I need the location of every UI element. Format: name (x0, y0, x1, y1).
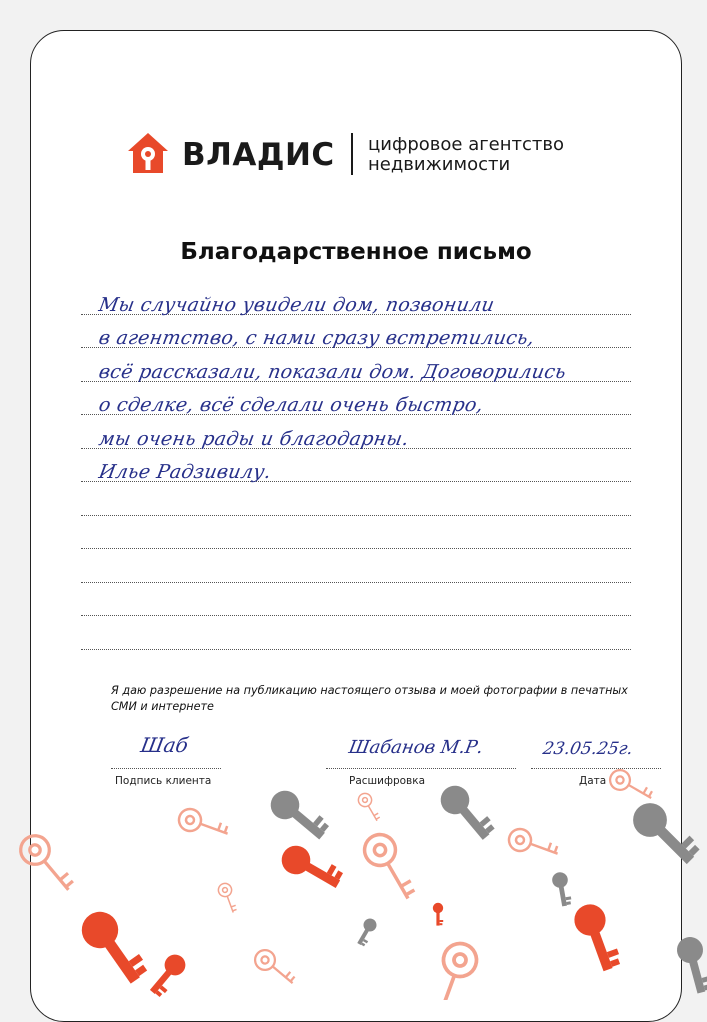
house-key-icon (126, 131, 170, 175)
decoding-caption: Расшифровка (349, 775, 426, 787)
text-line (81, 549, 631, 583)
date-caption: Дата (579, 775, 607, 787)
text-line (81, 516, 631, 550)
date-value: 23.05.25г. (541, 739, 635, 759)
text-line (81, 583, 631, 617)
decoding-value: Шабанов М.Р. (347, 737, 485, 758)
text-line (81, 315, 631, 349)
text-line (81, 482, 631, 516)
text-line (81, 281, 631, 315)
brand-divider (351, 133, 353, 175)
text-line (81, 449, 631, 483)
publication-consent: Я даю разрешение на публикацию настоящего отзыва и моей фотографии в печатных СМИ и интернете (111, 684, 628, 713)
handwritten-line: Мы случайно увидели дом, позвонили (97, 293, 497, 316)
handwritten-line: Илье Радзивилу. (97, 461, 273, 483)
handwritten-text-area (81, 281, 631, 650)
text-line (81, 415, 631, 449)
handwritten-line: всё рассказали, показали дом. Договорились (97, 360, 568, 383)
tagline-line-2: недвижимости (368, 154, 511, 175)
brand-name: ВЛАДИС (182, 137, 335, 173)
client-signature: Шаб (138, 733, 191, 757)
decorative-keys-pattern (0, 760, 707, 1000)
text-line (81, 616, 631, 650)
text-line (81, 382, 631, 416)
handwritten-line: в агентство, с нами сразу встретились, (97, 327, 537, 349)
letter-title: Благодарственное письмо (180, 239, 532, 265)
company-logo (126, 131, 646, 179)
signature-caption: Подпись клиента (115, 775, 212, 787)
brand-tagline (368, 135, 564, 175)
handwritten-line: о сделке, всё сделали очень быстро, (97, 394, 486, 416)
tagline-line-1: цифровое агентство (368, 134, 565, 155)
handwritten-line: мы очень рады и благодарны. (97, 427, 411, 450)
text-line (81, 348, 631, 382)
